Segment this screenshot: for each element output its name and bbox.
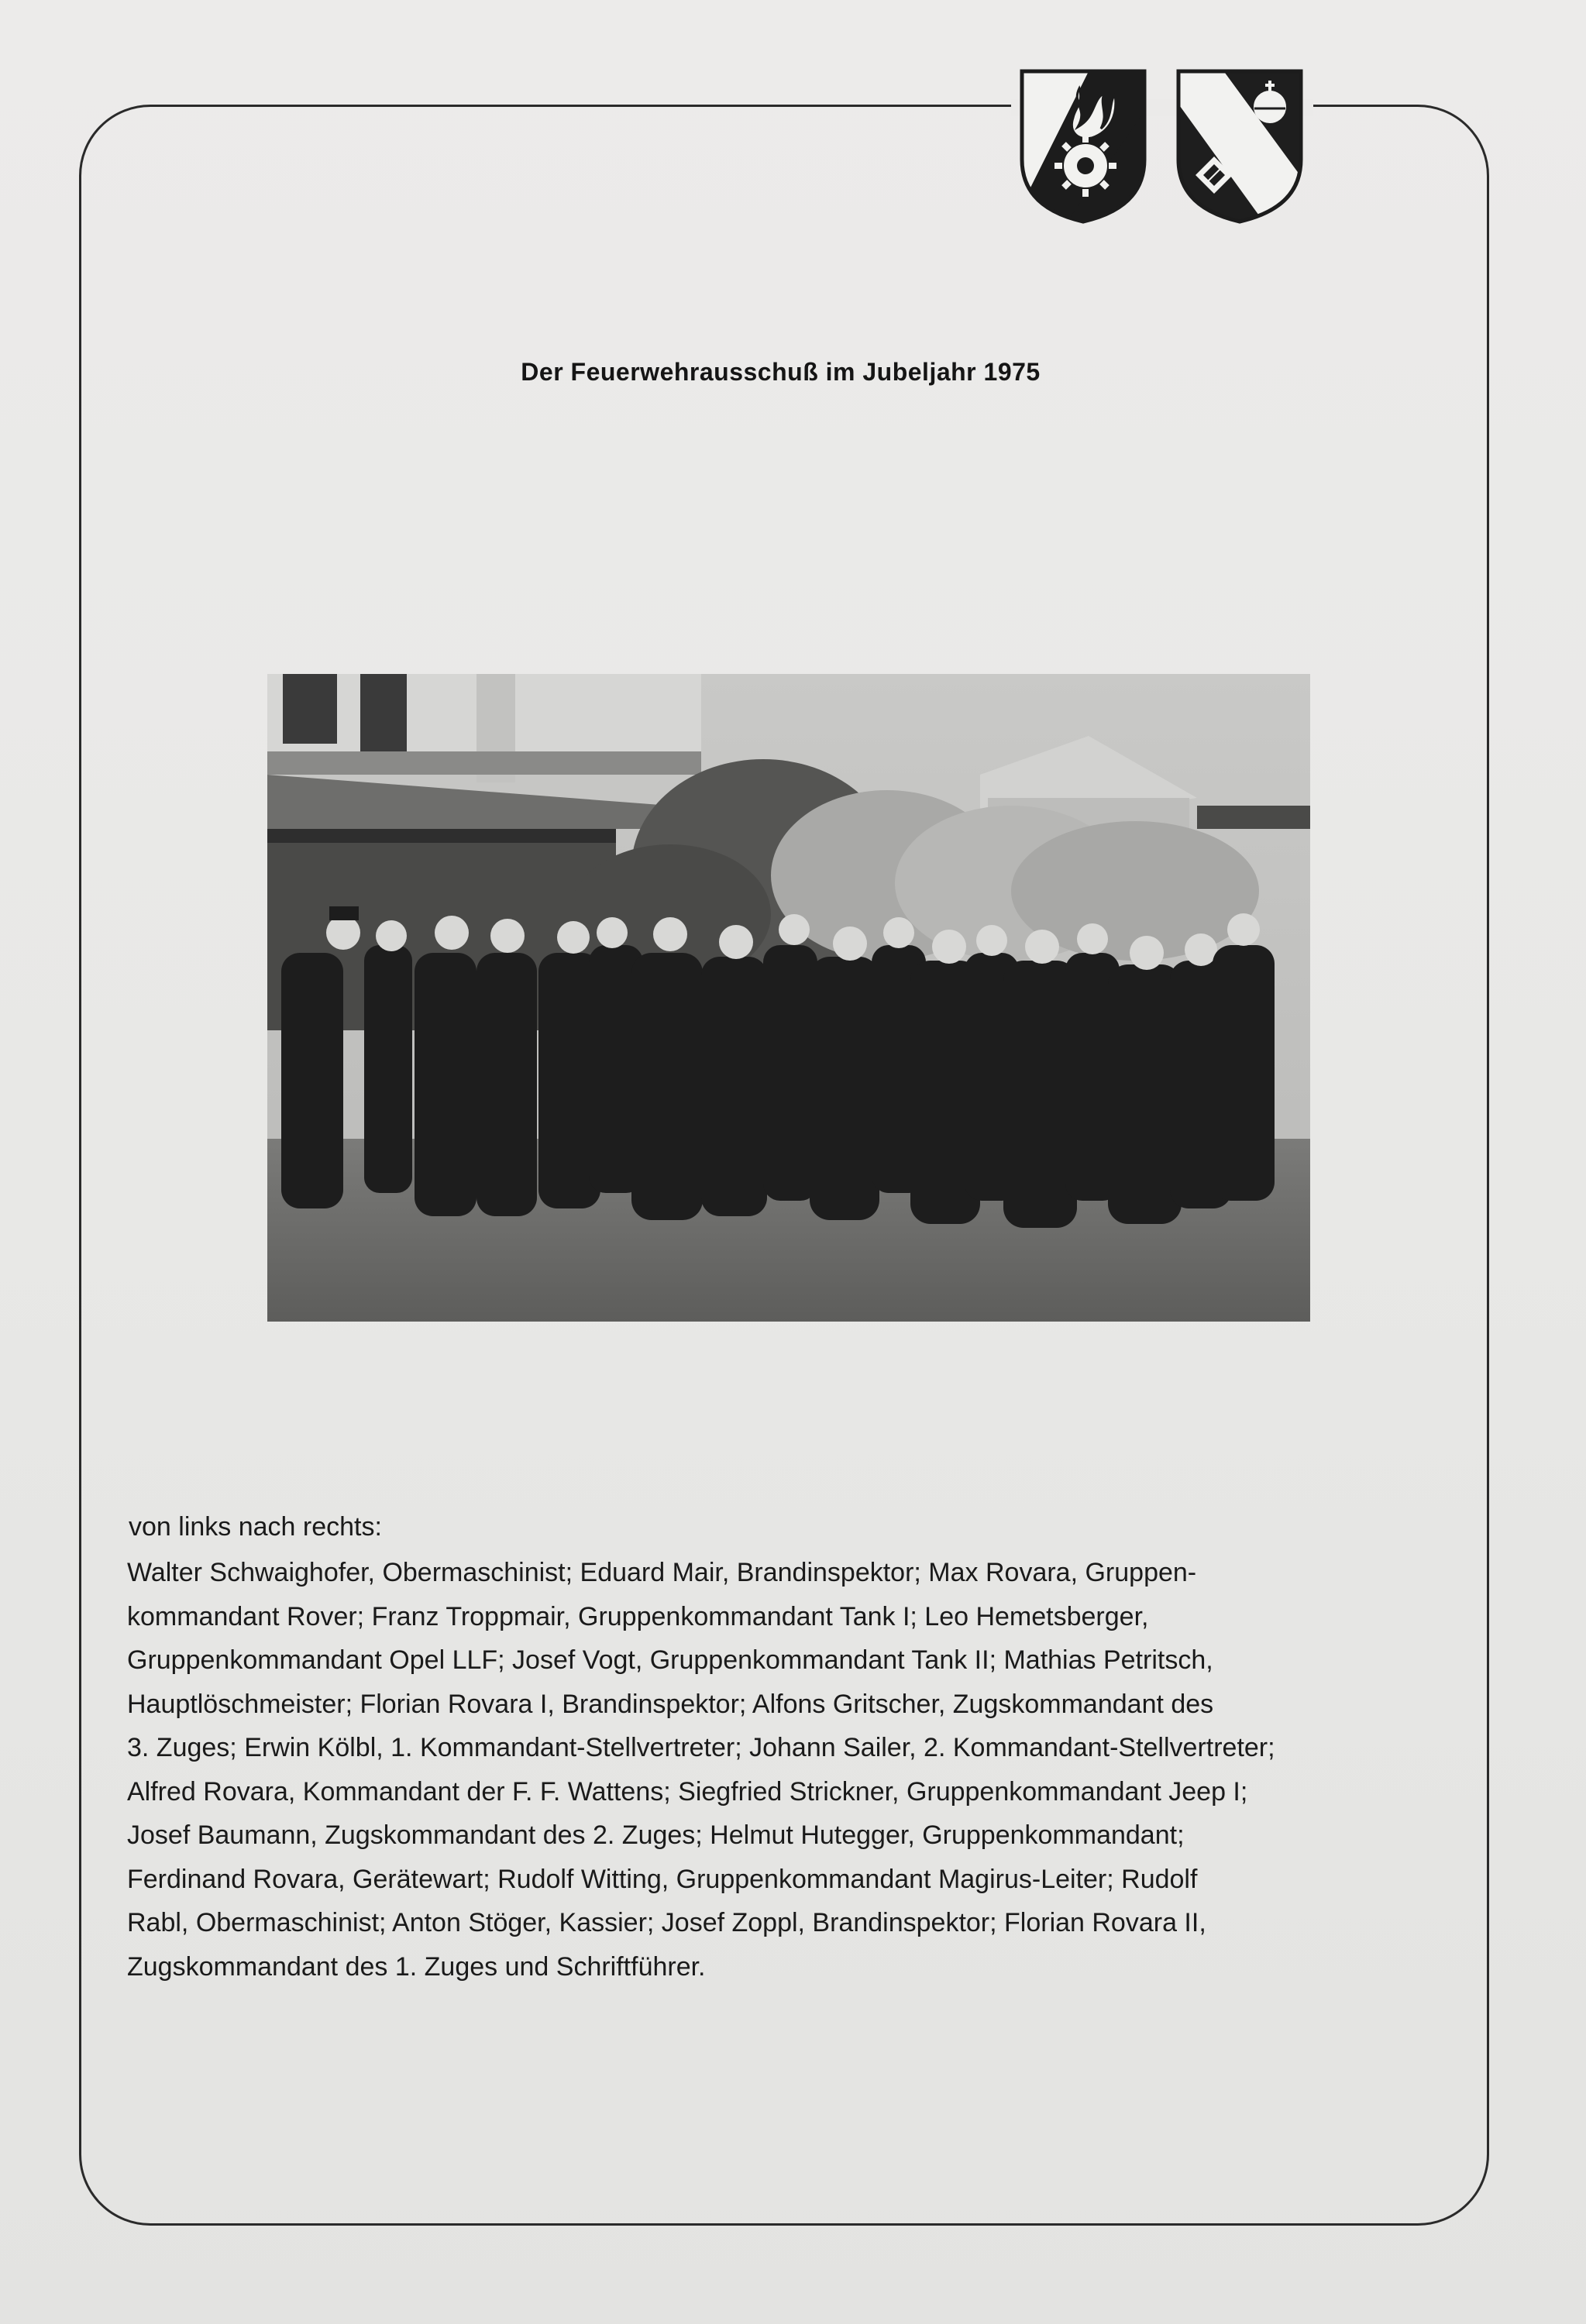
caption-line: Alfred Rovara, Kommandant der F. F. Wattens; Siegfried Strickner, Gruppenkommandant Jeep I; <box>127 1776 1248 1807</box>
group-photo <box>267 674 1310 1322</box>
caption-line: Zugskommandant des 1. Zuges und Schriftführer. <box>127 1951 706 1982</box>
caption-line: Josef Baumann, Zugskommandant des 2. Zuges; Helmut Hutegger, Gruppenkommandant; <box>127 1820 1185 1850</box>
caption-line: Rabl, Obermaschinist; Anton Stöger, Kassier; Josef Zoppl, Brandinspektor; Florian Rovara II, <box>127 1908 1206 1937</box>
fire-brigade-crest-icon <box>1017 67 1149 226</box>
caption-line: Hauptlöschmeister; Florian Rovara I, Brandinspektor; Alfons Gritscher, Zugskommandant des <box>127 1689 1214 1719</box>
caption-text <box>127 1551 1460 1989</box>
caption-line: Walter Schwaighofer, Obermaschinist; Eduard Mair, Brandinspektor; Max Rovara, Gruppen- <box>127 1558 1197 1587</box>
caption-intro: von links nach rechts: <box>129 1512 382 1542</box>
caption-line: Gruppenkommandant Opel LLF; Josef Vogt, Gruppenkommandant Tank II; Mathias Petritsch, <box>127 1645 1213 1675</box>
page-title <box>0 358 1586 387</box>
caption-line: 3. Zuges; Erwin Kölbl, 1. Kommandant-Stellvertreter; Johann Sailer, 2. Kommandant-Stellvertreter; <box>127 1733 1275 1762</box>
caption-line: Ferdinand Rovara, Gerätewart; Rudolf Witting, Gruppenkommandant Magirus-Leiter; Rudolf <box>127 1864 1198 1894</box>
caption-line: kommandant Rover; Franz Troppmair, Gruppenkommandant Tank I; Leo Hemetsberger, <box>127 1601 1149 1631</box>
page-title-text: Der Feuerwehrausschuß im Jubeljahr 1975 <box>521 358 1041 386</box>
municipal-crest-icon <box>1174 67 1306 226</box>
